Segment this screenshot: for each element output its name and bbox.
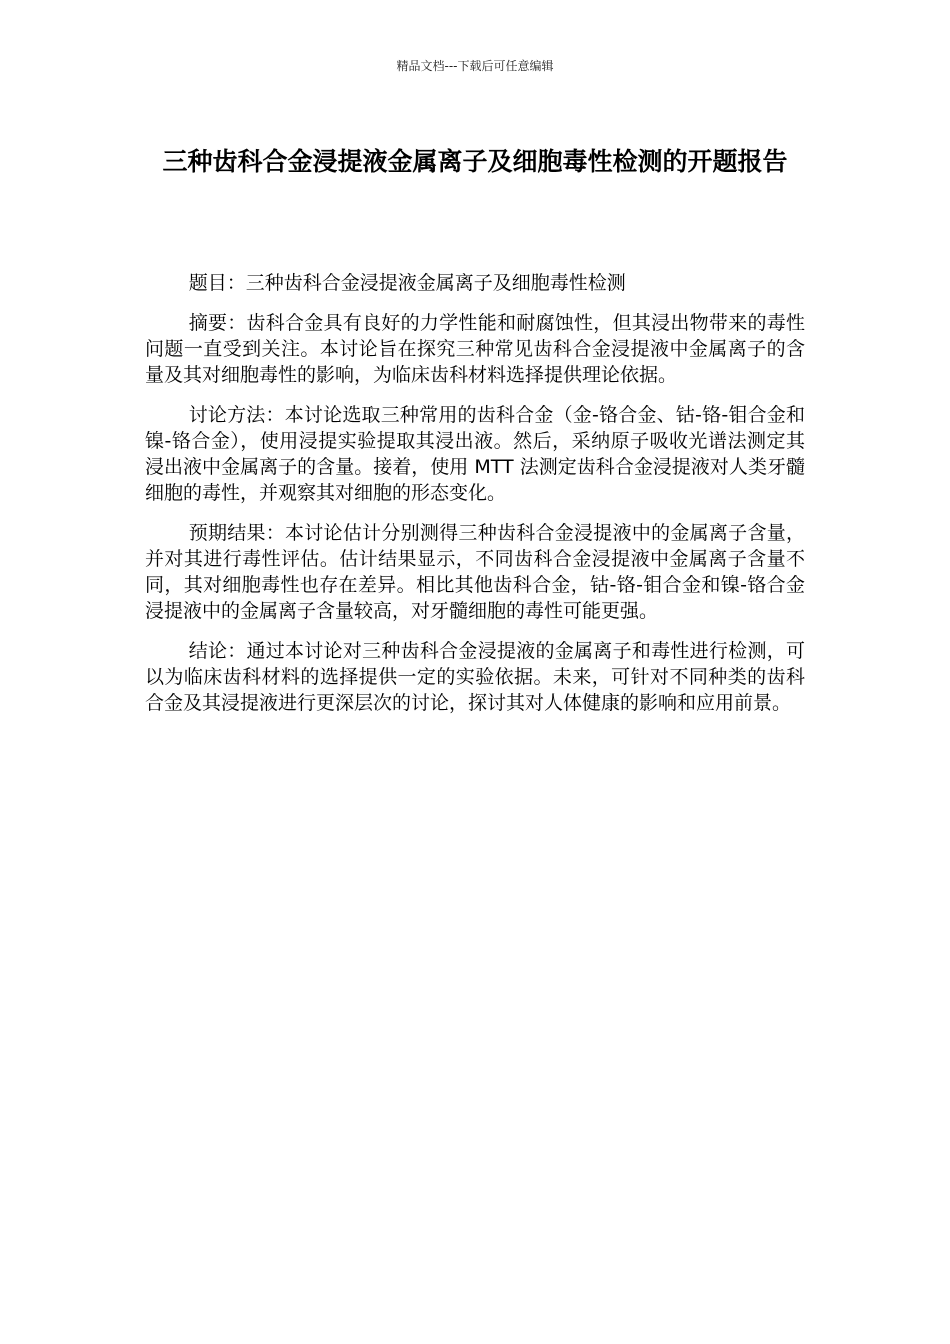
paragraph-topic: 题目：三种齿科合金浸提液金属离子及细胞毒性检测	[188, 272, 626, 294]
paragraph-abstract: 摘要：齿科合金具有良好的力学性能和耐腐蚀性，但其浸出物带来的毒性问题一直受到关注。本讨论旨在探究三种常见齿科合金浸提液中金属离子的含量及其对细胞毒性的影响，为临床齿科材料选择提供理论依据。	[145, 312, 805, 386]
document-title: 三种齿科合金浸提液金属离子及细胞毒性检测的开题报告	[162, 147, 788, 176]
document-body	[145, 270, 805, 730]
paragraph-expected-results: 预期结果：本讨论估计分别测得三种齿科合金浸提液中的金属离子含量，并对其进行毒性评估。估计结果显示，不同齿科合金浸提液中金属离子含量不同，其对细胞毒性也存在差异。相比其他齿科合金，钴-铬-钼合金和镍-铬合金浸提液中的金属离子含量较高，对牙髓细胞的毒性可能更强。	[145, 522, 805, 622]
header-note: 精品文档---下载后可任意编辑	[396, 59, 554, 73]
paragraph-conclusion: 结论：通过本讨论对三种齿科合金浸提液的金属离子和毒性进行检测，可以为临床齿科材料的选择提供一定的实验依据。未来，可针对不同种类的齿科合金及其浸提液进行更深层次的讨论，探讨其对人体健康的影响和应用前景。	[145, 640, 805, 714]
paragraph-methods: 讨论方法：本讨论选取三种常用的齿科合金（金-铬合金、钴-铬-钼合金和镍-铬合金），使用浸提实验提取其浸出液。然后，采纳原子吸收光谱法测定其浸出液中金属离子的含量。接着，使用 MTT 法测定齿科合金浸提液对人类牙髓细胞的毒性，并观察其对细胞的形态变化。	[145, 404, 805, 504]
